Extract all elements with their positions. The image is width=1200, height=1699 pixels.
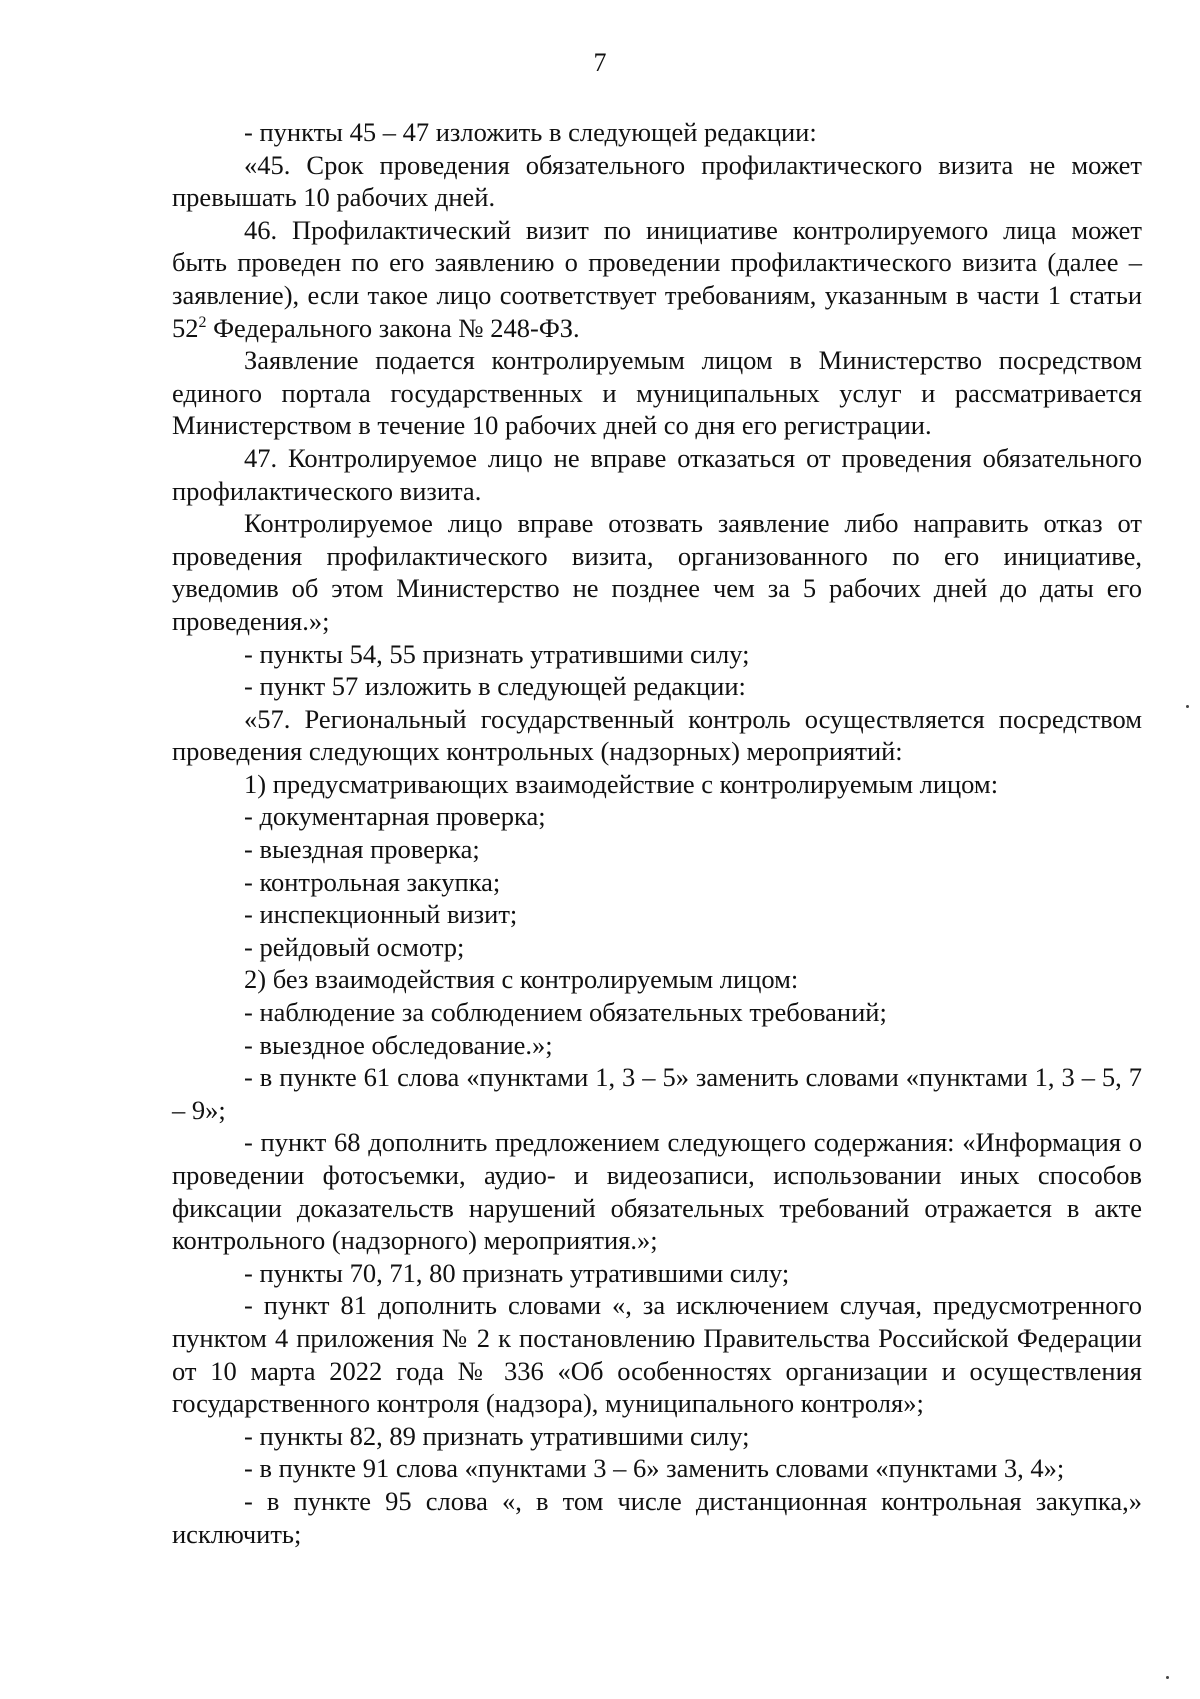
- paragraph-item-81: - пункт 81 дополнить словами «, за исключением случая, предусмотренного пунктом 4 приложения № 2 к постановлению Правительства Российской Федерации от 10 марта 2022 года № 336 «Об особенностях организации и осуществления государственного контроля (надзора), муниципального контроля»;: [172, 1290, 1142, 1419]
- list-item-inspection-visit: - инспекционный визит;: [244, 899, 518, 930]
- list-item-control-purchase: - контрольная закупка;: [244, 866, 501, 897]
- list-item-onsite-check: - выездная проверка;: [244, 834, 480, 865]
- scan-speck: [1166, 1676, 1169, 1679]
- paragraph-items-70-71-80: - пункты 70, 71, 80 признать утратившими силу;: [244, 1257, 790, 1288]
- paragraph-list-without-interaction: 2) без взаимодействия с контролируемым лицом:: [244, 964, 799, 995]
- paragraph-item-45: «45. Срок проведения обязательного профилактического визита не может превышать 10 рабочих дней.: [172, 149, 1142, 213]
- paragraph-list-with-interaction: 1) предусматривающих взаимодействие с контролируемым лицом:: [244, 768, 999, 799]
- paragraph-item-47: 47. Контролируемое лицо не вправе отказаться от проведения обязательного профилактического визита.: [172, 442, 1142, 506]
- paragraph-item-95: - в пункте 95 слова «, в том числе дистанционная контрольная закупка,» исключить;: [172, 1485, 1142, 1549]
- paragraph-items-82-89: - пункты 82, 89 признать утратившими силу;: [244, 1420, 750, 1451]
- paragraph-item-57: «57. Региональный государственный контроль осуществляется посредством проведения следующих контрольных (надзорных) мероприятий:: [172, 703, 1142, 767]
- list-item-raid-inspection: - рейдовый осмотр;: [244, 931, 465, 962]
- list-item-observation: - наблюдение за соблюдением обязательных требований;: [244, 997, 887, 1028]
- paragraph-items-45-47-intro: - пункты 45 – 47 изложить в следующей редакции:: [244, 117, 817, 147]
- paragraph-item-91: - в пункте 91 слова «пунктами 3 – 6» заменить словами «пунктами 3, 4»;: [244, 1453, 1065, 1484]
- paragraph-items-54-55: - пункты 54, 55 признать утратившими силу;: [244, 638, 750, 669]
- page-number: 7: [593, 48, 607, 77]
- paragraph-item-57-intro: - пункт 57 изложить в следующей редакции:: [244, 671, 746, 702]
- paragraph-item-61: - в пункте 61 слова «пунктами 1, 3 – 5» заменить словами «пунктами 1, 3 – 5, 7 – 9»;: [172, 1062, 1142, 1125]
- list-item-field-survey: - выездное обследование.»;: [244, 1029, 553, 1060]
- list-item-documentary-check: - документарная проверка;: [244, 801, 546, 832]
- superscript-article-number: 2: [198, 313, 207, 331]
- paragraph-item-46-text-b: Федерального закона № 248-ФЗ.: [206, 312, 580, 343]
- paragraph-item-46: [172, 214, 1142, 344]
- scan-speck: [1186, 705, 1189, 708]
- document-body: [172, 116, 1142, 1550]
- paragraph-withdrawal: Контролируемое лицо вправе отозвать заявление либо направить отказ от проведения профилактического визита, организованного по его инициативе, уведомив об этом Министерство не позднее чем за 5 рабочих дней до даты его проведения.»;: [172, 508, 1142, 636]
- paragraph-item-68: - пункт 68 дополнить предложением следующего содержания: «Информация о проведении фотосъемки, аудио- и видеозаписи, использовании иных способов фиксации доказательств нарушений обязательных требований отражается в акте контрольного (надзорного) мероприятия.»;: [172, 1127, 1142, 1256]
- paragraph-item-46-text-a: 46. Профилактический визит по инициативе контролируемого лица может быть проведен по его заявлению о проведении профилактического визита (далее – заявление), если такое лицо соответствует требованиям, указанным в части 1 статьи 52: [172, 214, 1142, 343]
- paragraph-application-submission: Заявление подается контролируемым лицом в Министерство посредством единого портала государственных и муниципальных услуг и рассматривается Министерством в течение 10 рабочих дней со дня его регистрации.: [172, 345, 1142, 441]
